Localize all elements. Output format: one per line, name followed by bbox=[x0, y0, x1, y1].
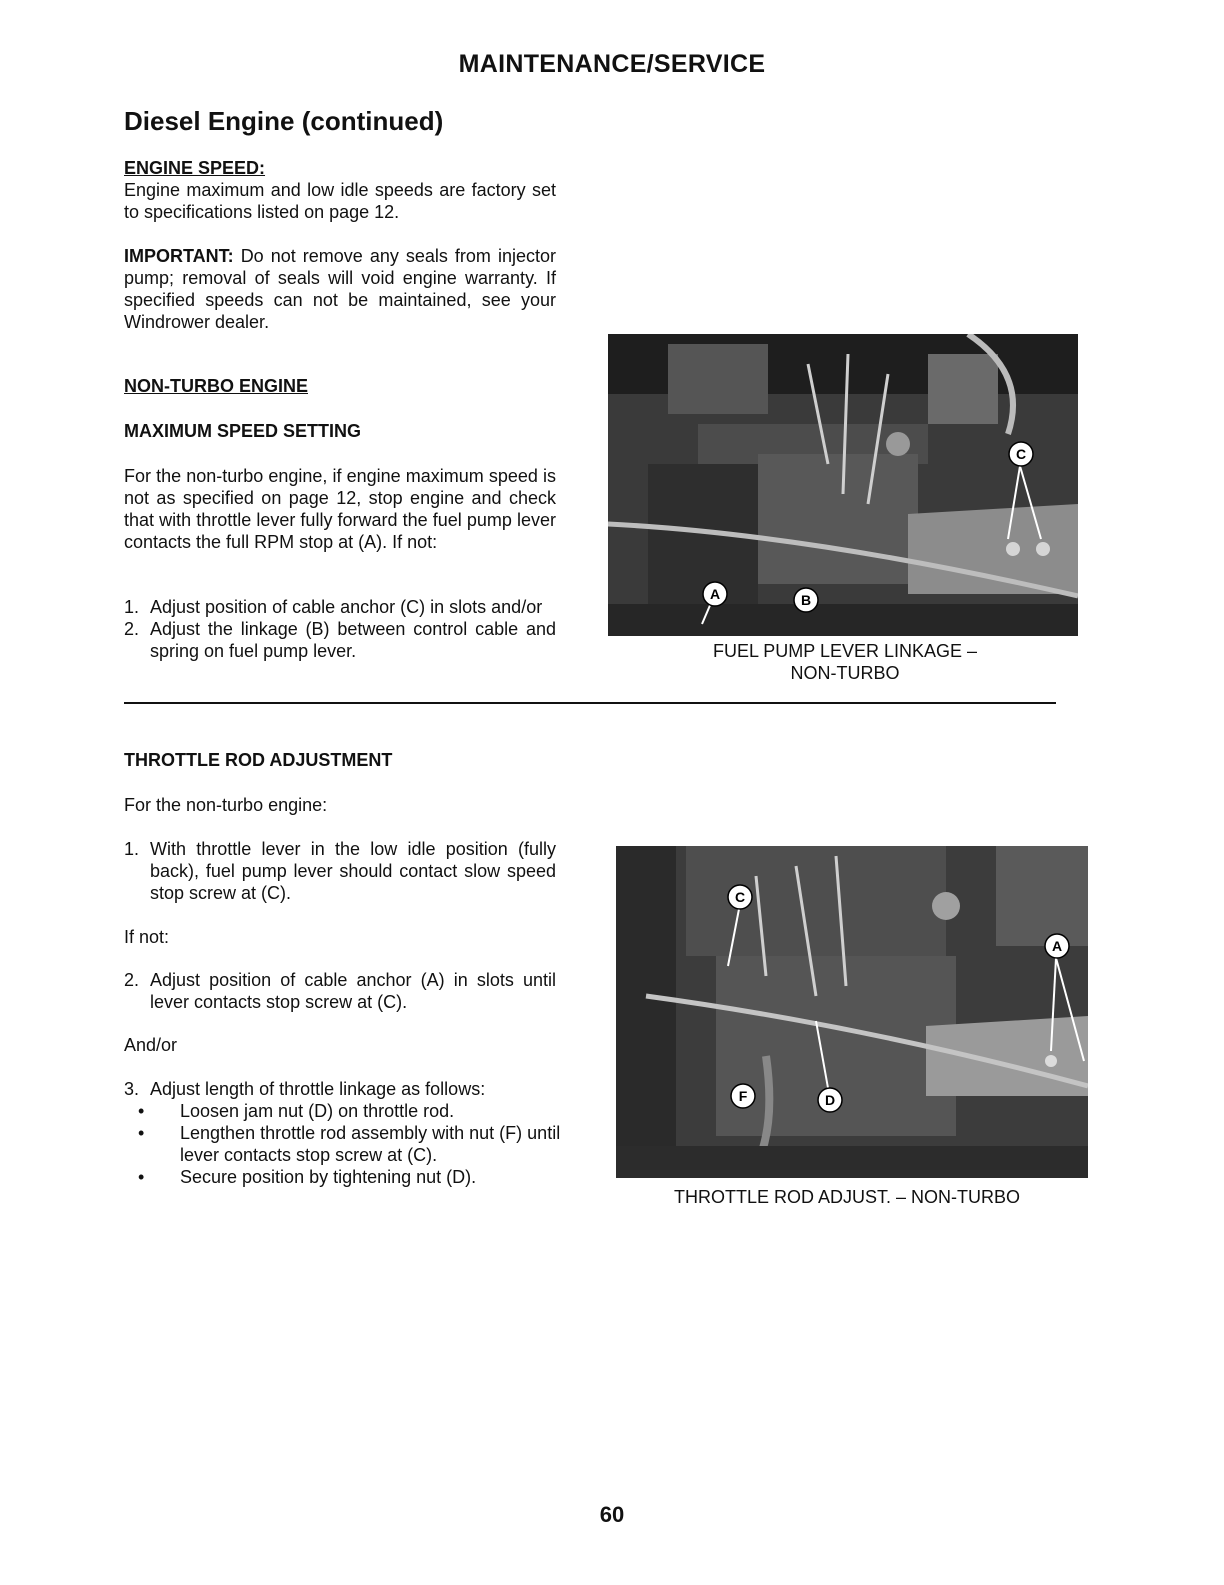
bullet-item: • Secure position by tightening nut (D). bbox=[138, 1167, 477, 1187]
svg-text:C: C bbox=[1015, 446, 1027, 462]
list-item: 3. Adjust length of throttle linkage as follows: bbox=[124, 1079, 486, 1099]
svg-text:A: A bbox=[709, 586, 721, 602]
throttle-rod-photo bbox=[616, 846, 1088, 1178]
throttle-step-2 bbox=[124, 969, 556, 1013]
throttle-step-1 bbox=[124, 838, 556, 904]
list-item: 2. Adjust the linkage (B) between control cable and spring on fuel pump lever. bbox=[124, 619, 556, 661]
max-speed-steps bbox=[124, 596, 556, 662]
important-note bbox=[124, 245, 556, 333]
callout-b bbox=[794, 588, 818, 612]
throttle-step-3 bbox=[124, 1078, 564, 1188]
engine-speed-heading: ENGINE SPEED: bbox=[124, 158, 266, 178]
page-header: MAINTENANCE/SERVICE bbox=[458, 50, 766, 78]
important-text: Do not remove any seals from injector pump; removal of seals will void engine warranty. If specified speeds can not be maintained, see your Windrower dealer. bbox=[124, 246, 556, 332]
svg-text:A: A bbox=[1051, 938, 1063, 954]
bullet-item: • Loosen jam nut (D) on throttle rod. bbox=[138, 1101, 455, 1121]
throttle-heading: THROTTLE ROD ADJUSTMENT bbox=[124, 750, 393, 770]
list-item: 1. Adjust position of cable anchor (C) in slots and/or bbox=[124, 597, 543, 617]
engine-speed-block bbox=[124, 158, 556, 223]
max-speed-text: For the non-turbo engine, if engine maximum speed is not as specified on page 12, stop engine and check that with throttle lever fully forward the fuel pump lever contacts the full RPM stop at (A). If not: bbox=[124, 466, 556, 552]
list-item: 2. Adjust position of cable anchor (A) in slots until lever contacts stop screw at (C). bbox=[124, 970, 556, 1012]
if-not-text: If not: bbox=[124, 927, 170, 947]
throttle-intro: For the non-turbo engine: bbox=[124, 795, 328, 815]
important-label: IMPORTANT: bbox=[124, 246, 234, 266]
list-item: 1. With throttle lever in the low idle position (fully back), fuel pump lever should contact slow speed stop screw at (C). bbox=[124, 839, 556, 903]
svg-text:D: D bbox=[824, 1092, 836, 1108]
engine-speed-text: Engine maximum and low idle speeds are factory set to specifications listed on page 12. bbox=[124, 180, 556, 222]
fuel-pump-linkage-photo bbox=[608, 334, 1078, 636]
non-turbo-heading: NON-TURBO ENGINE bbox=[124, 376, 308, 396]
svg-text:F: F bbox=[738, 1088, 748, 1104]
and-or-text: And/or bbox=[124, 1035, 178, 1055]
callout-f bbox=[731, 1084, 755, 1108]
figure1-caption: FUEL PUMP LEVER LINKAGE – NON-TURBO bbox=[712, 641, 978, 683]
page-number: 60 bbox=[599, 1502, 625, 1527]
figure2-caption: THROTTLE ROD ADJUST. – NON-TURBO bbox=[673, 1187, 1021, 1207]
bullet-item: • Lengthen throttle rod assembly with nut (F) until lever contacts stop screw at (C). bbox=[138, 1123, 561, 1165]
section-divider bbox=[124, 702, 1056, 704]
svg-text:C: C bbox=[734, 889, 746, 905]
svg-text:B: B bbox=[800, 592, 812, 608]
section-title: Diesel Engine (continued) bbox=[124, 106, 444, 136]
max-speed-heading: MAXIMUM SPEED SETTING bbox=[124, 421, 362, 441]
